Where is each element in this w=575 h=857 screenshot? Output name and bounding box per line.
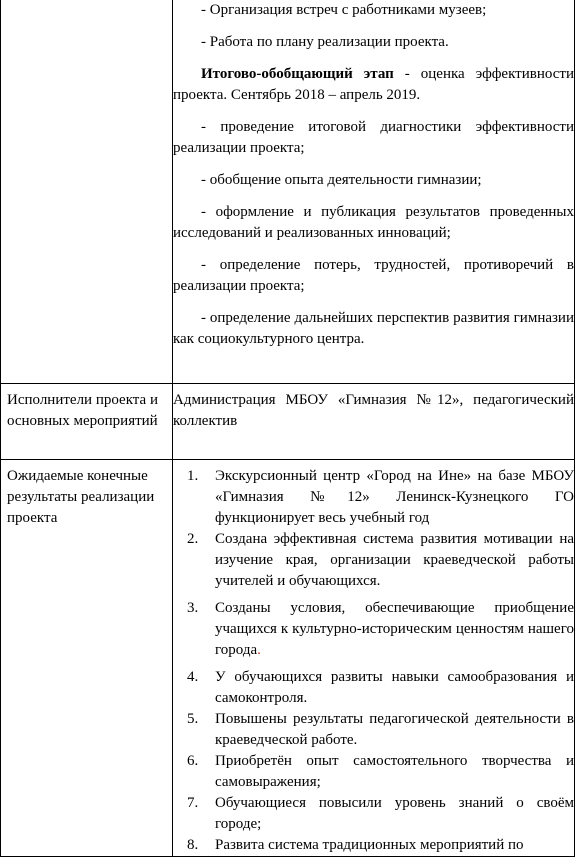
stage-item: - Работа по плану реализации проекта. (201, 34, 449, 50)
final-stage-item: - обобщение опыта деятельности гимназии; (201, 172, 482, 188)
result-item (173, 793, 574, 835)
result-item (173, 751, 574, 793)
stages-label-cell (1, 0, 173, 384)
stages-row (1, 0, 575, 384)
result-text: Обучающиеся повысили уровень знаний о своём городе; (215, 795, 574, 832)
stage-item: - Организация встреч с работниками музеев; (201, 2, 487, 18)
result-item (173, 529, 574, 592)
result-text: Приобретён опыт самостоятельного творчества и самовыражения; (215, 753, 574, 790)
final-stage-title: Итогово-обобщающий этап (201, 66, 394, 82)
results-list (173, 466, 574, 856)
result-item (173, 667, 574, 709)
executors-row (1, 384, 575, 460)
result-text: Повышены результаты педагогической деятельности в краеведческой работе. (215, 711, 574, 748)
result-number: 6. (187, 753, 199, 769)
result-item (173, 598, 574, 661)
executors-label: Исполнители проекта и основных мероприятий (7, 392, 158, 429)
result-item (173, 835, 574, 856)
final-stage-description: - оценка эффективности проекта. Сентябрь 2018 – апрель 2019. (173, 66, 574, 103)
final-stage-item: - оформление и публикация результатов проведенных исследований и реализованных инноваций; (173, 204, 574, 241)
results-label: Ожидаемые конечные результаты реализации проекта (7, 468, 155, 526)
result-number: 7. (187, 795, 199, 811)
result-text: Созданы условия, обеспечивающие приобщение учащихся к культурно-историческим ценностям нашего города (215, 600, 574, 658)
result-number: 2. (187, 531, 199, 547)
stages-content-cell (173, 0, 575, 384)
result-number: 4. (187, 669, 199, 685)
final-stage-heading (173, 64, 574, 106)
executors-label-cell (1, 384, 173, 460)
result-number: 3. (187, 600, 199, 616)
result-number: 5. (187, 711, 199, 727)
result-text: У обучающихся развиты навыки самообразования и самоконтроля. (215, 669, 574, 706)
result-item (173, 466, 574, 529)
results-label-cell (1, 460, 173, 857)
result-number: 1. (187, 468, 199, 484)
final-stage-item: - определение потерь, трудностей, противоречий в реализации проекта; (173, 257, 574, 294)
result-text: Развита система традиционных мероприятий по (215, 837, 524, 853)
result-text: Создана эффективная система развития мотивации на изучение края, организации краеведческой работы учителей и обучающихся. (215, 531, 574, 589)
results-content-cell (173, 460, 575, 857)
result-number: 8. (187, 837, 199, 853)
executors-value: Администрация МБОУ «Гимназия №12», педагогический коллектив (173, 392, 574, 429)
final-stage-item: - определение дальнейших перспектив развития гимназии как социокультурного центра. (173, 310, 574, 347)
result-text: Экскурсионный центр «Город на Ине» на базе МБОУ «Гимназия №12» Ленинск-Кузнецкого ГО функционирует весь учебный год (215, 468, 574, 526)
final-stage-item: - проведение итоговой диагностики эффективности реализации проекта; (173, 119, 574, 156)
results-row (1, 460, 575, 857)
result-item (173, 709, 574, 751)
result-text-tail: . (257, 642, 261, 658)
executors-value-cell (173, 384, 575, 460)
